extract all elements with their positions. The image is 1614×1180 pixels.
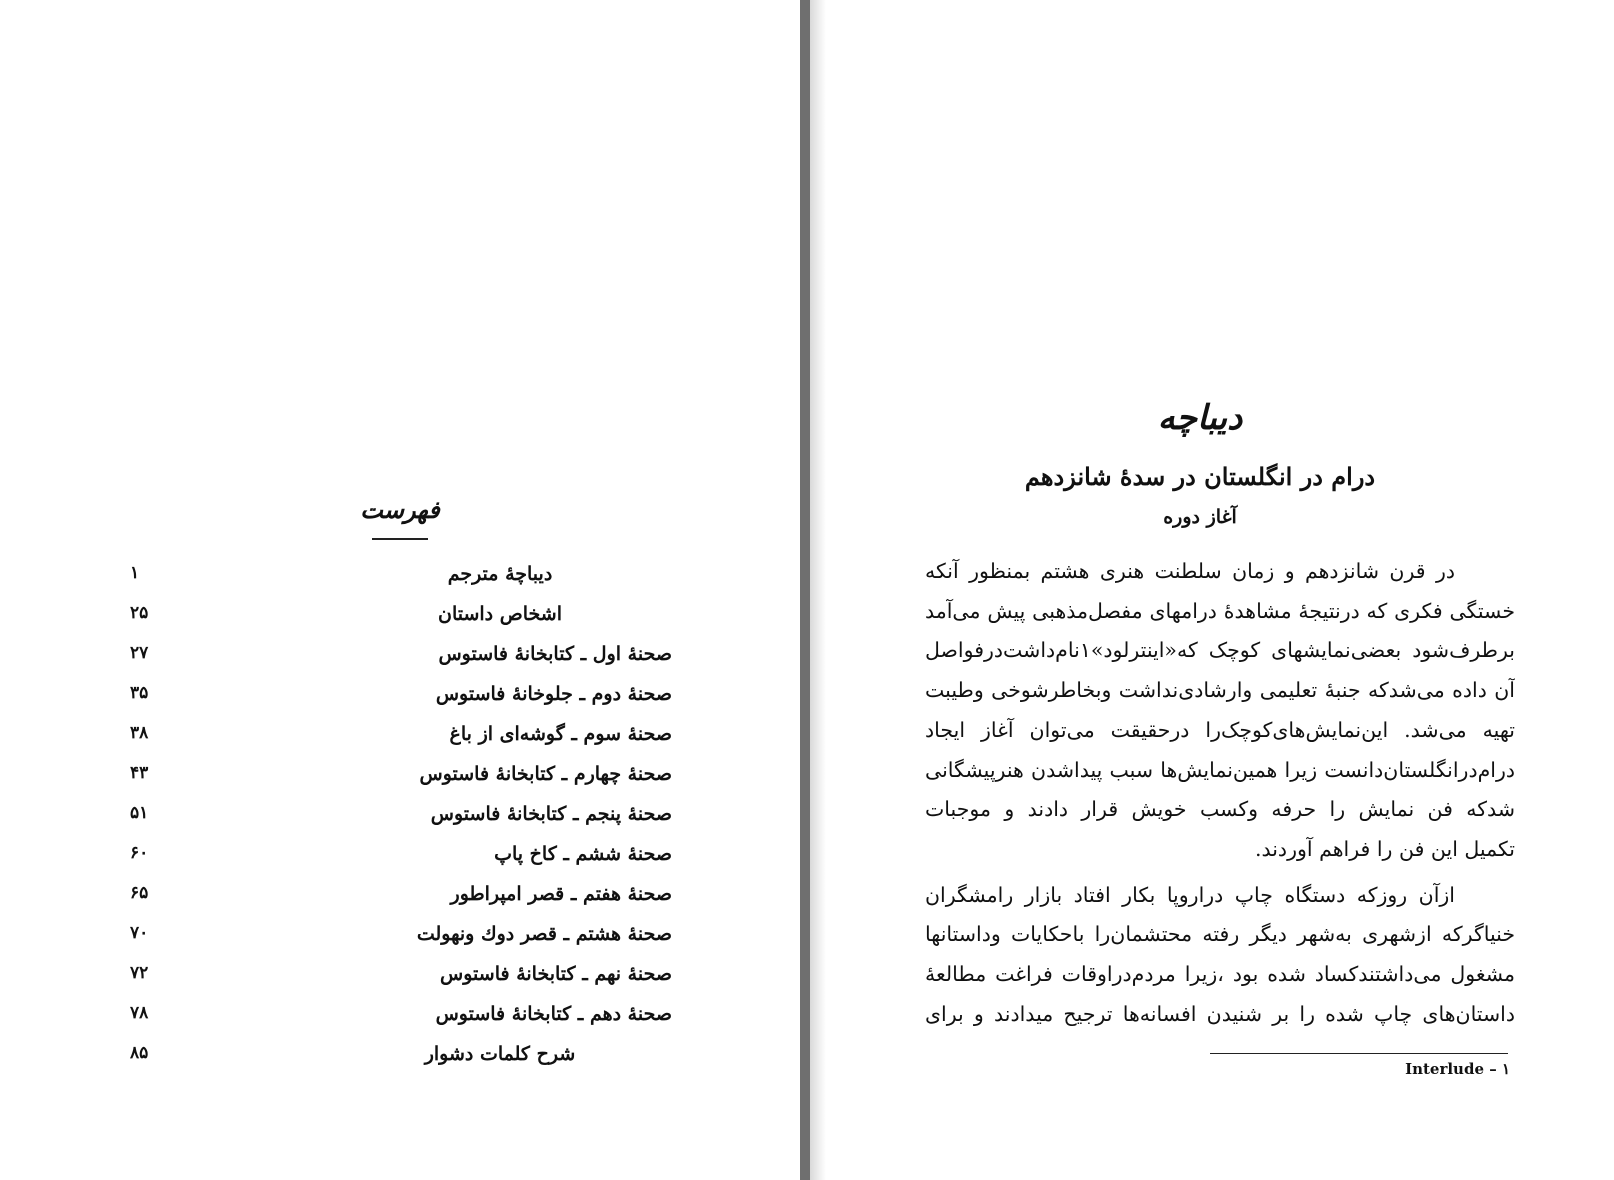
preface-line: درام‌درانگلستان‌دانست زیرا همین‌نمایش‌ها سبب پیداشدن هنرپیشگانی [925,757,1515,782]
preface-line: تکمیل این فن را فراهم آوردند. [1254,836,1515,861]
toc-entry-label: صحنهٔ نهم ـ کتابخانهٔ فاستوس [440,963,672,985]
toc-entry [120,763,680,803]
toc-entry-label: اشخاص داستان [438,603,562,625]
toc-entry-page-number: ۷۲ [130,963,149,983]
toc-entry [120,643,680,683]
toc-entry-label: صحنهٔ هشتم ـ قصر دوك ونهولت [416,923,672,945]
toc-entry-label: صحنهٔ ششم ـ کاخ پاپ [494,843,672,865]
toc-entry-label: صحنهٔ دهم ـ کتابخانهٔ فاستوس [435,1003,672,1025]
toc-entry [120,683,680,723]
book-gutter [800,0,810,1180]
toc-entry-label: صحنهٔ چهارم ـ کتابخانهٔ فاستوس [419,763,672,785]
toc-list [120,563,680,1083]
toc-entry-page-number: ۷۸ [130,1003,149,1023]
preface-line: در قرن شانزدهم و زمان سلطنت هنری هشتم بمنظور آنکه [925,559,1455,583]
toc-entry-page-number: ۶۰ [130,843,149,863]
preface-line: تهیه می‌شد. این‌نمایش‌های‌کوچک‌را درحقیقت می‌توان آغاز ایجاد [925,717,1515,742]
toc-entry-page-number: ۲۷ [130,643,149,663]
toc-entry-label: صحنهٔ اول ـ کتابخانهٔ فاستوس [438,643,672,665]
toc-entry-page-number: ۱ [130,563,140,583]
toc-entry-page-number: ۴۳ [130,763,149,783]
preface-line: آن داده می‌شدکه جنبهٔ تعلیمی وارشادی‌نداشت وبخاطرشوخی وطیبت [925,678,1515,703]
preface-body [925,552,1515,1034]
preface-line: خنیاگرکه ازشهری به‌شهر دیگر رفته محتشمان‌را باحکایات وداستانها [925,922,1515,947]
toc-entry-page-number: ۳۵ [130,683,149,703]
toc-entry-page-number: ۳۸ [130,723,149,743]
toc-entry [120,883,680,923]
toc-entry [120,963,680,1003]
footnote: Interlude – ۱ [1405,1060,1510,1078]
toc-entry-label: صحنهٔ پنجم ـ کتابخانهٔ فاستوس [430,803,672,825]
toc-entry-label: صحنهٔ هفتم ـ قصر امپراطور [450,883,672,905]
preface-line: شدکه فن نمایش را حرفه وکسب خویش قرار دادند و موجبات [925,797,1515,822]
preface-paragraph [925,876,1515,1035]
preface-line: خستگی فکری که درنتیجهٔ مشاهدهٔ درامهای مفصل‌مذهبی پیش می‌آمد [925,598,1515,623]
toc-entry [120,1043,680,1083]
gutter-shadow [810,0,826,1180]
preface-line: ازآن روزکه دستگاه چاپ دراروپا بکار افتاد بازار رامشگران [925,882,1455,907]
footnote-rule [1210,1053,1508,1054]
toc-entry [120,723,680,763]
toc-entry-page-number: ۲۵ [130,603,149,623]
toc-entry-label: صحنهٔ دوم ـ جلوخانهٔ فاستوس [435,683,672,705]
toc-title: فهرست [360,495,440,524]
preface-line: داستان‌های چاپ شده را بر شنیدن افسانه‌ها ترجیح میدادند و برای [925,1001,1515,1026]
toc-entry-label: دیباچهٔ مترجم [447,563,553,585]
toc-title-underline [372,538,428,540]
toc-entry [120,803,680,843]
preface-subheading: آغاز دوره [1163,506,1237,528]
preface-title: دیباچه [1157,398,1243,438]
preface-heading: درام در انگلستان در سدهٔ شانزدهم [1024,462,1376,491]
toc-entry-label: شرح کلمات دشوار [424,1043,576,1065]
preface-paragraph [925,552,1515,870]
toc-entry-page-number: ۶۵ [130,883,149,903]
toc-entry [120,843,680,883]
toc-entry-label: صحنهٔ سوم ـ گوشه‌ای از باغ [449,723,672,745]
toc-entry-page-number: ۵۱ [130,803,149,823]
toc-entry [120,603,680,643]
toc-entry-page-number: ۷۰ [130,923,149,943]
toc-entry [120,563,680,603]
toc-entry-page-number: ۸۵ [130,1043,149,1063]
preface-line: مشغول می‌داشتندکساد شده بود ،زیرا مردم‌دراوقات فراغت مطالعهٔ [925,962,1515,987]
toc-entry [120,923,680,963]
preface-line: برطرف‌شود بعضی‌نمایشهای کوچک که«اینترلود»۱نام‌داشت‌درفواصل [925,638,1515,663]
toc-entry [120,1003,680,1043]
